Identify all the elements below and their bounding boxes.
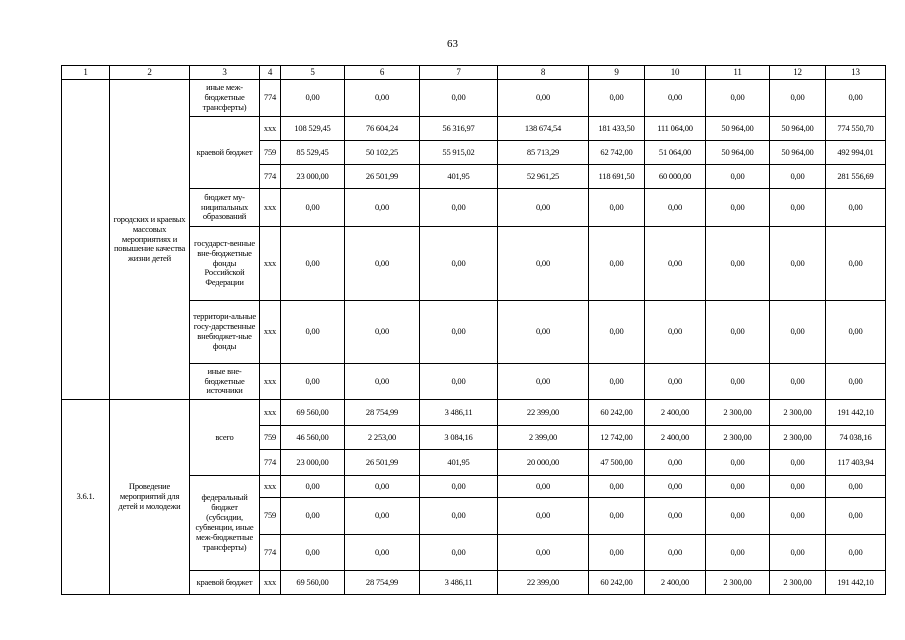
code-cell: 774 [260, 165, 281, 189]
value-cell: 118 691,50 [589, 165, 645, 189]
value-cell: 191 442,10 [826, 400, 886, 426]
code-cell: ххх [260, 117, 281, 141]
value-cell: 0,00 [770, 301, 826, 364]
value-cell: 0,00 [706, 80, 770, 117]
value-cell: 2 300,00 [770, 400, 826, 426]
value-cell: 26 501,99 [345, 165, 420, 189]
value-cell: 28 754,99 [345, 571, 420, 595]
value-cell: 774 550,70 [826, 117, 886, 141]
value-cell: 22 399,00 [498, 400, 589, 426]
header-cell: 6 [345, 66, 420, 80]
code-cell: ххх [260, 189, 281, 227]
code-cell: 774 [260, 80, 281, 117]
value-cell: 60 242,00 [589, 400, 645, 426]
value-cell: 0,00 [645, 476, 706, 498]
value-cell: 28 754,99 [345, 400, 420, 426]
value-cell: 0,00 [826, 476, 886, 498]
value-cell: 0,00 [770, 498, 826, 535]
budget-table [61, 65, 886, 595]
value-cell: 0,00 [281, 301, 345, 364]
value-cell: 50 964,00 [706, 141, 770, 165]
value-cell: 0,00 [770, 535, 826, 571]
funding-source-cell: бюджет му-ниципальных образований [190, 189, 260, 227]
value-cell: 181 433,50 [589, 117, 645, 141]
value-cell: 0,00 [281, 80, 345, 117]
value-cell: 0,00 [826, 80, 886, 117]
value-cell: 0,00 [645, 364, 706, 400]
value-cell: 0,00 [706, 165, 770, 189]
value-cell: 69 560,00 [281, 571, 345, 595]
code-cell: ххх [260, 571, 281, 595]
value-cell: 0,00 [826, 189, 886, 227]
value-cell: 85 713,29 [498, 141, 589, 165]
funding-source-cell: иные меж-бюджетные трансферты) [190, 80, 260, 117]
value-cell: 0,00 [706, 535, 770, 571]
value-cell: 0,00 [770, 165, 826, 189]
value-cell: 0,00 [770, 80, 826, 117]
header-cell: 3 [190, 66, 260, 80]
code-cell: ххх [260, 400, 281, 426]
value-cell: 3 486,11 [420, 400, 498, 426]
code-cell: 774 [260, 535, 281, 571]
value-cell: 0,00 [770, 227, 826, 301]
value-cell: 2 253,00 [345, 426, 420, 450]
value-cell: 0,00 [281, 498, 345, 535]
value-cell: 2 400,00 [645, 426, 706, 450]
code-cell: ххх [260, 301, 281, 364]
header-row [62, 66, 886, 80]
code-cell: 759 [260, 426, 281, 450]
value-cell: 0,00 [826, 301, 886, 364]
value-cell: 0,00 [498, 301, 589, 364]
value-cell: 46 560,00 [281, 426, 345, 450]
value-cell: 0,00 [498, 476, 589, 498]
value-cell: 0,00 [706, 498, 770, 535]
header-cell: 8 [498, 66, 589, 80]
value-cell: 0,00 [706, 364, 770, 400]
value-cell: 0,00 [420, 80, 498, 117]
value-cell: 60 242,00 [589, 571, 645, 595]
header-cell: 13 [826, 66, 886, 80]
funding-source-cell: иные вне-бюджетные источники [190, 364, 260, 400]
value-cell: 51 064,00 [645, 141, 706, 165]
value-cell: 0,00 [826, 364, 886, 400]
funding-source-cell: территори-альные госу-дарственные внебюджет-ные фонды [190, 301, 260, 364]
value-cell: 2 300,00 [706, 426, 770, 450]
value-cell: 12 742,00 [589, 426, 645, 450]
value-cell: 0,00 [281, 227, 345, 301]
value-cell: 0,00 [498, 227, 589, 301]
value-cell: 0,00 [770, 450, 826, 476]
page-number: 63 [447, 38, 458, 50]
value-cell: 0,00 [589, 227, 645, 301]
value-cell: 50 964,00 [770, 141, 826, 165]
value-cell: 191 442,10 [826, 571, 886, 595]
value-cell: 111 064,00 [645, 117, 706, 141]
value-cell: 50 964,00 [706, 117, 770, 141]
header-cell: 5 [281, 66, 345, 80]
activity-name-cell: Проведение мероприятий для детей и молодежи [110, 400, 190, 595]
value-cell: 0,00 [345, 364, 420, 400]
value-cell: 0,00 [420, 227, 498, 301]
value-cell: 0,00 [281, 476, 345, 498]
value-cell: 0,00 [498, 189, 589, 227]
value-cell: 0,00 [826, 535, 886, 571]
value-cell: 55 915,02 [420, 141, 498, 165]
value-cell: 52 961,25 [498, 165, 589, 189]
value-cell: 50 964,00 [770, 117, 826, 141]
value-cell: 0,00 [420, 498, 498, 535]
value-cell: 0,00 [826, 498, 886, 535]
value-cell: 0,00 [498, 498, 589, 535]
value-cell: 26 501,99 [345, 450, 420, 476]
code-cell: ххх [260, 364, 281, 400]
value-cell: 47 500,00 [589, 450, 645, 476]
header-cell: 9 [589, 66, 645, 80]
value-cell: 2 399,00 [498, 426, 589, 450]
value-cell: 56 316,97 [420, 117, 498, 141]
value-cell: 3 486,11 [420, 571, 498, 595]
value-cell: 0,00 [589, 476, 645, 498]
value-cell: 2 300,00 [706, 571, 770, 595]
value-cell: 108 529,45 [281, 117, 345, 141]
value-cell: 117 403,94 [826, 450, 886, 476]
value-cell: 0,00 [589, 364, 645, 400]
value-cell: 0,00 [345, 189, 420, 227]
header-cell: 4 [260, 66, 281, 80]
value-cell: 0,00 [589, 498, 645, 535]
value-cell: 0,00 [420, 476, 498, 498]
value-cell: 0,00 [770, 189, 826, 227]
value-cell: 0,00 [420, 364, 498, 400]
value-cell: 0,00 [770, 476, 826, 498]
value-cell: 0,00 [345, 227, 420, 301]
value-cell: 23 000,00 [281, 450, 345, 476]
value-cell: 23 000,00 [281, 165, 345, 189]
row-number-cell: 3.6.1. [62, 400, 110, 595]
value-cell: 0,00 [498, 80, 589, 117]
value-cell: 0,00 [345, 80, 420, 117]
value-cell: 62 742,00 [589, 141, 645, 165]
funding-source-cell: государст-венные вне-бюджетные фонды Российской Федерации [190, 227, 260, 301]
value-cell: 0,00 [420, 535, 498, 571]
value-cell: 0,00 [645, 301, 706, 364]
value-cell: 0,00 [706, 227, 770, 301]
funding-source-cell: краевой бюджет [190, 117, 260, 189]
value-cell: 0,00 [706, 189, 770, 227]
value-cell: 0,00 [420, 189, 498, 227]
value-cell: 0,00 [645, 450, 706, 476]
value-cell: 20 000,00 [498, 450, 589, 476]
funding-source-cell: краевой бюджет [190, 571, 260, 595]
value-cell: 138 674,54 [498, 117, 589, 141]
funding-source-cell: всего [190, 400, 260, 476]
funding-source-cell: федеральный бюджет (субсидии, субвенции, иные меж-бюджетные трансферты) [190, 476, 260, 571]
value-cell: 492 994,01 [826, 141, 886, 165]
value-cell: 0,00 [589, 80, 645, 117]
header-cell: 10 [645, 66, 706, 80]
value-cell: 0,00 [345, 476, 420, 498]
value-cell: 2 300,00 [770, 426, 826, 450]
value-cell: 0,00 [281, 364, 345, 400]
header-cell: 1 [62, 66, 110, 80]
value-cell: 0,00 [281, 535, 345, 571]
value-cell: 0,00 [281, 189, 345, 227]
code-cell: 759 [260, 141, 281, 165]
value-cell: 0,00 [770, 364, 826, 400]
value-cell: 22 399,00 [498, 571, 589, 595]
value-cell: 401,95 [420, 165, 498, 189]
value-cell: 2 300,00 [706, 400, 770, 426]
value-cell: 0,00 [498, 364, 589, 400]
value-cell: 60 000,00 [645, 165, 706, 189]
header-cell: 7 [420, 66, 498, 80]
value-cell: 0,00 [498, 535, 589, 571]
value-cell: 85 529,45 [281, 141, 345, 165]
value-cell: 76 604,24 [345, 117, 420, 141]
value-cell: 401,95 [420, 450, 498, 476]
value-cell: 281 556,69 [826, 165, 886, 189]
value-cell: 2 400,00 [645, 571, 706, 595]
header-cell: 2 [110, 66, 190, 80]
value-cell: 50 102,25 [345, 141, 420, 165]
value-cell: 0,00 [645, 189, 706, 227]
row-number-cell [62, 80, 110, 400]
code-cell: ххх [260, 227, 281, 301]
value-cell: 0,00 [345, 301, 420, 364]
value-cell: 69 560,00 [281, 400, 345, 426]
code-cell: 774 [260, 450, 281, 476]
header-cell: 11 [706, 66, 770, 80]
table-row [62, 80, 886, 117]
value-cell: 0,00 [645, 227, 706, 301]
value-cell: 0,00 [645, 80, 706, 117]
table-row [62, 400, 886, 426]
value-cell: 2 300,00 [770, 571, 826, 595]
value-cell: 3 084,16 [420, 426, 498, 450]
activity-name-cell: городских и краевых массовых мероприятиях и повышение качества жизни детей [110, 80, 190, 400]
value-cell: 0,00 [589, 301, 645, 364]
code-cell: 759 [260, 498, 281, 535]
value-cell: 0,00 [645, 535, 706, 571]
value-cell: 0,00 [589, 535, 645, 571]
code-cell: ххх [260, 476, 281, 498]
value-cell: 0,00 [826, 227, 886, 301]
value-cell: 0,00 [706, 301, 770, 364]
value-cell: 74 038,16 [826, 426, 886, 450]
value-cell: 0,00 [420, 301, 498, 364]
value-cell: 0,00 [706, 450, 770, 476]
value-cell: 0,00 [589, 189, 645, 227]
value-cell: 0,00 [345, 535, 420, 571]
value-cell: 0,00 [706, 476, 770, 498]
value-cell: 0,00 [345, 498, 420, 535]
value-cell: 0,00 [645, 498, 706, 535]
header-cell: 12 [770, 66, 826, 80]
value-cell: 2 400,00 [645, 400, 706, 426]
